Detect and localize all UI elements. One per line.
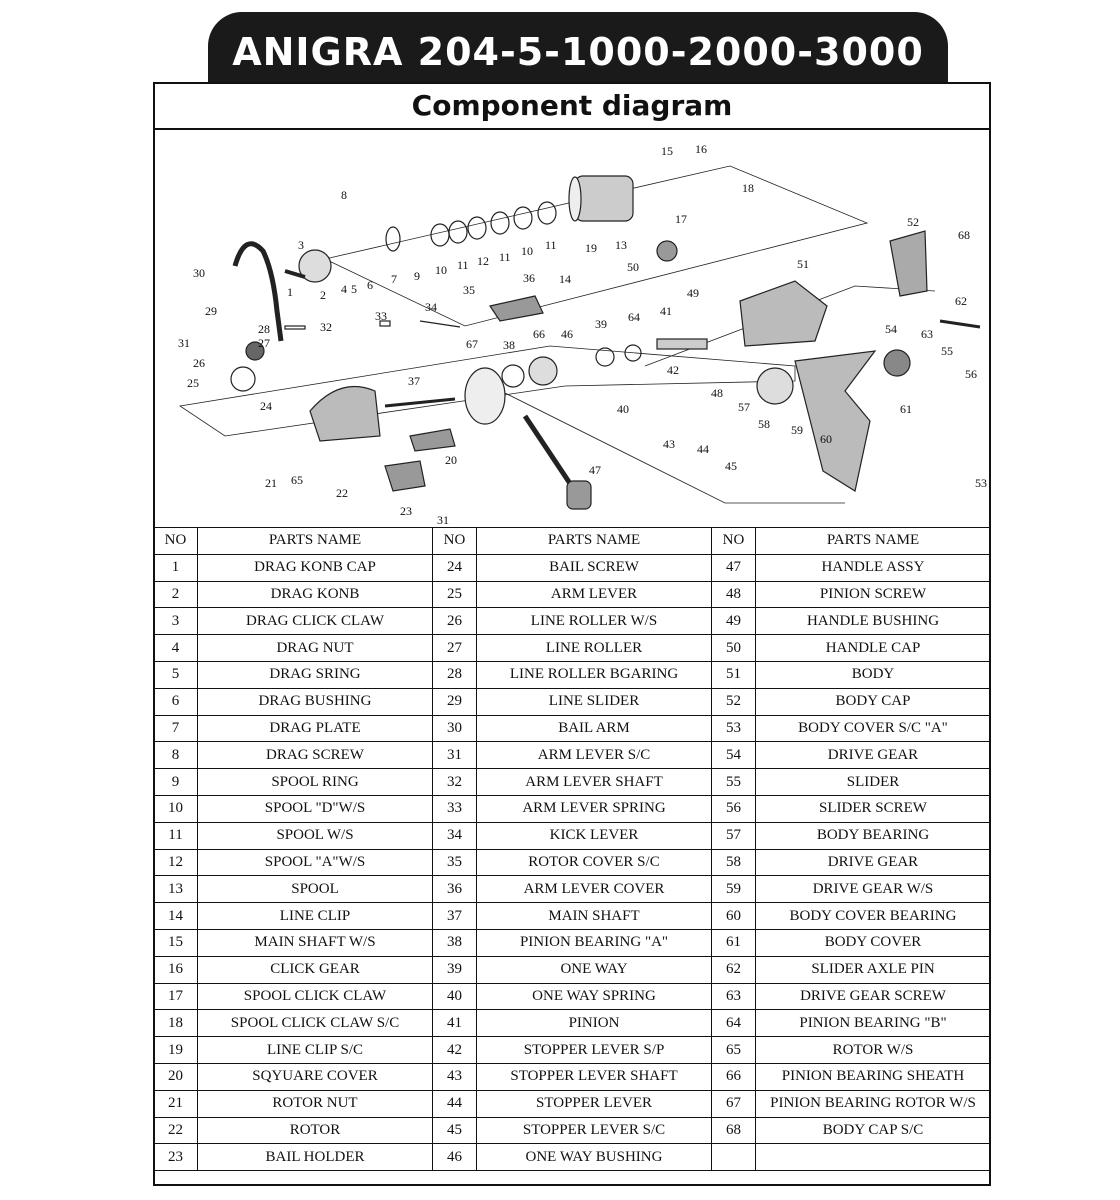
part-number-cell: 47	[712, 554, 756, 581]
table-row	[154, 849, 991, 876]
svg-text:41: 41	[660, 304, 672, 318]
table-row	[154, 822, 991, 849]
part-name-cell: PINION BEARING "A"	[477, 929, 712, 956]
svg-text:20: 20	[445, 453, 457, 467]
part-name-cell: BODY CAP	[756, 688, 991, 715]
part-name-cell: DRAG SCREW	[198, 742, 433, 769]
svg-text:17: 17	[675, 212, 687, 226]
svg-text:19: 19	[585, 241, 597, 255]
part-number-cell: 34	[433, 822, 477, 849]
part-number-cell: 35	[433, 849, 477, 876]
svg-text:58: 58	[758, 417, 770, 431]
part-name-cell: ARM LEVER SHAFT	[477, 769, 712, 796]
svg-text:2: 2	[320, 288, 326, 302]
part-name-cell: LINE ROLLER	[477, 635, 712, 662]
svg-text:7: 7	[391, 272, 397, 286]
header-no: NO	[712, 528, 756, 555]
part-name-cell: SPOOL CLICK CLAW S/C	[198, 1010, 433, 1037]
svg-text:52: 52	[907, 215, 919, 229]
svg-text:16: 16	[695, 142, 707, 156]
part-name-cell: SPOOL CLICK CLAW	[198, 983, 433, 1010]
svg-text:14: 14	[559, 272, 571, 286]
table-row	[154, 661, 991, 688]
svg-text:45: 45	[725, 459, 737, 473]
part-number-cell: 43	[433, 1063, 477, 1090]
part-number-cell: 18	[154, 1010, 198, 1037]
part-number-cell: 19	[154, 1037, 198, 1064]
part-number-cell: 20	[154, 1063, 198, 1090]
part-number-cell: 55	[712, 769, 756, 796]
exploded-parts-diagram	[155, 131, 989, 525]
svg-text:30: 30	[193, 266, 205, 280]
part-number-cell	[712, 1144, 756, 1171]
part-number-cell: 52	[712, 688, 756, 715]
part-number-cell: 11	[154, 822, 198, 849]
table-row	[154, 1090, 991, 1117]
part-name-cell: DRIVE GEAR	[756, 849, 991, 876]
part-name-cell: CLICK GEAR	[198, 956, 433, 983]
svg-text:62: 62	[955, 294, 967, 308]
part-number-cell: 50	[712, 635, 756, 662]
part-number-cell: 38	[433, 929, 477, 956]
diagram-subtitle: Component diagram	[153, 84, 991, 130]
part-number-cell: 8	[154, 742, 198, 769]
svg-text:8: 8	[341, 188, 347, 202]
part-number-cell: 42	[433, 1037, 477, 1064]
svg-text:56: 56	[965, 367, 977, 381]
table-row	[154, 1037, 991, 1064]
part-number-cell: 49	[712, 608, 756, 635]
part-number-cell: 56	[712, 795, 756, 822]
table-row	[154, 795, 991, 822]
part-name-cell: BODY COVER	[756, 929, 991, 956]
svg-text:12: 12	[477, 254, 489, 268]
part-name-cell: HANDLE BUSHING	[756, 608, 991, 635]
part-name-cell: DRIVE GEAR	[756, 742, 991, 769]
svg-text:11: 11	[545, 238, 557, 252]
part-name-cell: ONE WAY BUSHING	[477, 1144, 712, 1171]
part-name-cell: PINION SCREW	[756, 581, 991, 608]
part-number-cell: 51	[712, 661, 756, 688]
part-name-cell: KICK LEVER	[477, 822, 712, 849]
svg-text:10: 10	[521, 244, 533, 258]
svg-text:44: 44	[697, 442, 709, 456]
table-row	[154, 903, 991, 930]
part-name-cell: ONE WAY	[477, 956, 712, 983]
svg-text:4: 4	[341, 282, 347, 296]
part-name-cell: BODY BEARING	[756, 822, 991, 849]
part-name-cell: BODY COVER S/C "A"	[756, 715, 991, 742]
table-row	[154, 769, 991, 796]
header-parts-name: PARTS NAME	[198, 528, 433, 555]
part-number-cell: 63	[712, 983, 756, 1010]
svg-text:63: 63	[921, 327, 933, 341]
table-row	[154, 635, 991, 662]
part-name-cell: SLIDER SCREW	[756, 795, 991, 822]
svg-text:66: 66	[533, 327, 545, 341]
svg-text:11: 11	[499, 250, 511, 264]
svg-text:18: 18	[742, 181, 754, 195]
svg-text:59: 59	[791, 423, 803, 437]
part-name-cell: ARM LEVER SPRING	[477, 795, 712, 822]
svg-text:55: 55	[941, 344, 953, 358]
part-name-cell: DRAG KONB CAP	[198, 554, 433, 581]
table-row	[154, 956, 991, 983]
part-number-cell: 16	[154, 956, 198, 983]
part-name-cell: LINE ROLLER W/S	[477, 608, 712, 635]
part-number-cell: 65	[712, 1037, 756, 1064]
part-number-cell: 57	[712, 822, 756, 849]
part-number-cell: 5	[154, 661, 198, 688]
part-number-cell: 66	[712, 1063, 756, 1090]
svg-text:68: 68	[958, 228, 970, 242]
svg-text:6: 6	[367, 278, 373, 292]
part-name-cell: SPOOL "A"W/S	[198, 849, 433, 876]
table-row	[154, 1144, 991, 1171]
part-number-cell: 28	[433, 661, 477, 688]
part-number-cell: 25	[433, 581, 477, 608]
svg-text:64: 64	[628, 310, 640, 324]
svg-text:67: 67	[466, 337, 478, 351]
table-row	[154, 715, 991, 742]
header-parts-name: PARTS NAME	[756, 528, 991, 555]
part-name-cell: HANDLE ASSY	[756, 554, 991, 581]
part-name-cell: STOPPER LEVER S/C	[477, 1117, 712, 1144]
part-name-cell: SPOOL RING	[198, 769, 433, 796]
part-name-cell: ROTOR COVER S/C	[477, 849, 712, 876]
table-row	[154, 876, 991, 903]
part-name-cell: ROTOR NUT	[198, 1090, 433, 1117]
part-number-cell: 60	[712, 903, 756, 930]
svg-text:47: 47	[589, 463, 601, 477]
svg-text:54: 54	[885, 322, 897, 336]
svg-text:46: 46	[561, 327, 573, 341]
svg-text:39: 39	[595, 317, 607, 331]
part-number-cell: 4	[154, 635, 198, 662]
part-name-cell: STOPPER LEVER SHAFT	[477, 1063, 712, 1090]
part-name-cell: SPOOL	[198, 876, 433, 903]
part-name-cell: DRAG SRING	[198, 661, 433, 688]
part-number-cell: 1	[154, 554, 198, 581]
svg-text:51: 51	[797, 257, 809, 271]
part-name-cell: ROTOR	[198, 1117, 433, 1144]
svg-text:3: 3	[298, 238, 304, 252]
part-number-cell: 3	[154, 608, 198, 635]
part-name-cell: DRAG PLATE	[198, 715, 433, 742]
part-number-cell: 29	[433, 688, 477, 715]
part-number-cell: 61	[712, 929, 756, 956]
part-name-cell: SPOOL "D"W/S	[198, 795, 433, 822]
part-name-cell: LINE CLIP	[198, 903, 433, 930]
part-name-cell: DRAG KONB	[198, 581, 433, 608]
svg-text:50: 50	[627, 260, 639, 274]
table-row	[154, 1063, 991, 1090]
svg-text:33: 33	[375, 309, 387, 323]
svg-text:27: 27	[258, 336, 270, 350]
part-number-cell: 54	[712, 742, 756, 769]
part-number-cell: 22	[154, 1117, 198, 1144]
table-row	[154, 581, 991, 608]
part-number-cell: 46	[433, 1144, 477, 1171]
part-number-cell: 27	[433, 635, 477, 662]
part-number-cell: 7	[154, 715, 198, 742]
svg-text:24: 24	[260, 399, 272, 413]
part-name-cell: BODY	[756, 661, 991, 688]
header-no: NO	[154, 528, 198, 555]
svg-text:36: 36	[523, 271, 535, 285]
part-number-cell: 30	[433, 715, 477, 742]
part-name-cell: DRAG BUSHING	[198, 688, 433, 715]
part-name-cell: STOPPER LEVER	[477, 1090, 712, 1117]
part-name-cell: PINION	[477, 1010, 712, 1037]
svg-text:65: 65	[291, 473, 303, 487]
svg-text:60: 60	[820, 432, 832, 446]
part-number-cell: 37	[433, 903, 477, 930]
part-name-cell: ARM LEVER S/C	[477, 742, 712, 769]
svg-text:34: 34	[425, 300, 437, 314]
part-name-cell: SQYUARE COVER	[198, 1063, 433, 1090]
part-name-cell: BODY CAP S/C	[756, 1117, 991, 1144]
part-name-cell: DRIVE GEAR W/S	[756, 876, 991, 903]
part-number-cell: 9	[154, 769, 198, 796]
part-number-cell: 62	[712, 956, 756, 983]
part-name-cell: ARM LEVER COVER	[477, 876, 712, 903]
part-number-cell: 17	[154, 983, 198, 1010]
svg-text:37: 37	[408, 374, 420, 388]
part-number-cell: 59	[712, 876, 756, 903]
part-number-cell: 14	[154, 903, 198, 930]
svg-text:32: 32	[320, 320, 332, 334]
part-number-cell: 32	[433, 769, 477, 796]
part-name-cell: BAIL SCREW	[477, 554, 712, 581]
svg-text:5: 5	[351, 282, 357, 296]
part-number-cell: 64	[712, 1010, 756, 1037]
part-number-cell: 40	[433, 983, 477, 1010]
svg-text:40: 40	[617, 402, 629, 416]
table-row	[154, 688, 991, 715]
page-title: ANIGRA 204-5-1000-2000-3000	[232, 30, 924, 74]
part-name-cell: ONE WAY SPRING	[477, 983, 712, 1010]
header-no: NO	[433, 528, 477, 555]
part-number-cell: 48	[712, 581, 756, 608]
part-name-cell: LINE SLIDER	[477, 688, 712, 715]
part-number-cell: 33	[433, 795, 477, 822]
svg-text:53: 53	[975, 476, 987, 490]
part-number-cell: 2	[154, 581, 198, 608]
svg-text:13: 13	[615, 238, 627, 252]
svg-text:15: 15	[661, 144, 673, 158]
part-number-cell: 68	[712, 1117, 756, 1144]
part-name-cell: ARM LEVER	[477, 581, 712, 608]
part-number-cell: 36	[433, 876, 477, 903]
table-row	[154, 608, 991, 635]
svg-text:31: 31	[178, 336, 190, 350]
svg-text:26: 26	[193, 356, 205, 370]
part-name-cell: PINION BEARING SHEATH	[756, 1063, 991, 1090]
part-number-cell: 6	[154, 688, 198, 715]
part-name-cell: PINION BEARING "B"	[756, 1010, 991, 1037]
table-header-row	[154, 528, 991, 555]
svg-text:35: 35	[463, 283, 475, 297]
svg-text:49: 49	[687, 286, 699, 300]
part-name-cell	[756, 1144, 991, 1171]
svg-text:23: 23	[400, 504, 412, 518]
svg-text:57: 57	[738, 400, 750, 414]
part-number-cell: 39	[433, 956, 477, 983]
svg-text:9: 9	[414, 269, 420, 283]
part-number-cell: 10	[154, 795, 198, 822]
part-number-cell: 24	[433, 554, 477, 581]
part-number-cell: 15	[154, 929, 198, 956]
part-number-cell: 53	[712, 715, 756, 742]
svg-text:10: 10	[435, 263, 447, 277]
part-name-cell: BAIL ARM	[477, 715, 712, 742]
part-name-cell: ROTOR W/S	[756, 1037, 991, 1064]
part-number-cell: 26	[433, 608, 477, 635]
part-number-cell: 31	[433, 742, 477, 769]
svg-text:38: 38	[503, 338, 515, 352]
table-row	[154, 983, 991, 1010]
part-name-cell: LINE CLIP S/C	[198, 1037, 433, 1064]
svg-text:1: 1	[287, 285, 293, 299]
part-number-cell: 13	[154, 876, 198, 903]
table-row	[154, 1117, 991, 1144]
svg-text:61: 61	[900, 402, 912, 416]
part-number-cell: 41	[433, 1010, 477, 1037]
svg-text:22: 22	[336, 486, 348, 500]
part-number-cell: 12	[154, 849, 198, 876]
part-name-cell: BAIL HOLDER	[198, 1144, 433, 1171]
part-number-cell: 58	[712, 849, 756, 876]
svg-text:11: 11	[457, 258, 469, 272]
part-name-cell: LINE ROLLER BGARING	[477, 661, 712, 688]
table-row	[154, 929, 991, 956]
part-name-cell: SLIDER	[756, 769, 991, 796]
table-row	[154, 1010, 991, 1037]
header-parts-name: PARTS NAME	[477, 528, 712, 555]
part-number-cell: 21	[154, 1090, 198, 1117]
svg-text:28: 28	[258, 322, 270, 336]
part-name-cell: MAIN SHAFT W/S	[198, 929, 433, 956]
svg-text:42: 42	[667, 363, 679, 377]
part-name-cell: HANDLE CAP	[756, 635, 991, 662]
svg-text:29: 29	[205, 304, 217, 318]
title-banner	[208, 12, 948, 82]
part-number-cell: 67	[712, 1090, 756, 1117]
part-name-cell: DRAG NUT	[198, 635, 433, 662]
table-row	[154, 742, 991, 769]
part-name-cell: SLIDER AXLE PIN	[756, 956, 991, 983]
table-row	[154, 554, 991, 581]
part-name-cell: BODY COVER BEARING	[756, 903, 991, 930]
part-name-cell: STOPPER LEVER S/P	[477, 1037, 712, 1064]
svg-text:48: 48	[711, 386, 723, 400]
part-name-cell: PINION BEARING ROTOR W/S	[756, 1090, 991, 1117]
part-name-cell: DRAG CLICK CLAW	[198, 608, 433, 635]
svg-text:25: 25	[187, 376, 199, 390]
parts-table	[153, 527, 991, 1171]
part-number-cell: 44	[433, 1090, 477, 1117]
part-name-cell: MAIN SHAFT	[477, 903, 712, 930]
svg-text:43: 43	[663, 437, 675, 451]
part-name-cell: DRIVE GEAR SCREW	[756, 983, 991, 1010]
part-number-cell: 23	[154, 1144, 198, 1171]
svg-text:21: 21	[265, 476, 277, 490]
part-name-cell: SPOOL W/S	[198, 822, 433, 849]
svg-text:31: 31	[437, 513, 449, 525]
part-number-cell: 45	[433, 1117, 477, 1144]
